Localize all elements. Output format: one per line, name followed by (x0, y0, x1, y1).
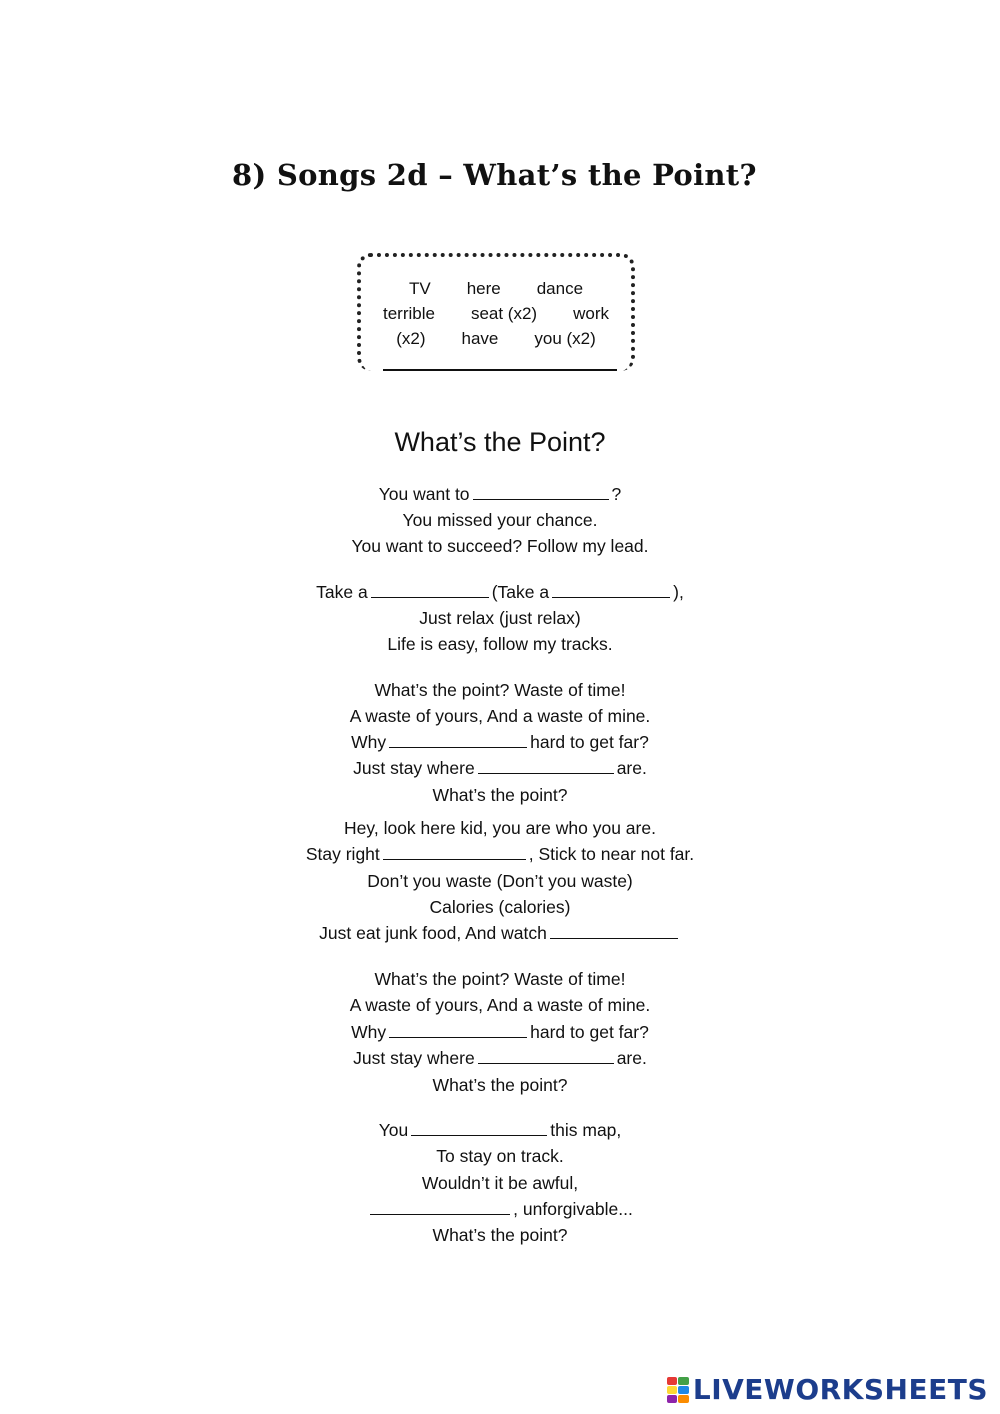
answer-blank[interactable] (389, 732, 527, 748)
lyric-text: ), (673, 582, 684, 602)
lyric-line (0, 1047, 1000, 1069)
lyric-line (0, 1074, 1000, 1096)
word-bank-row (361, 304, 631, 324)
lyric-line (0, 968, 1000, 990)
answer-blank[interactable] (550, 923, 678, 939)
lyric-text: What’s the point? Waste of time! (374, 969, 626, 989)
lyric-text: Calories (calories) (429, 897, 571, 917)
answer-blank[interactable] (389, 1022, 527, 1038)
lyric-line (0, 1172, 1000, 1194)
worksheet-heading: 8) Songs 2d – What’s the Point? (232, 158, 757, 192)
lyric-line (0, 535, 1000, 557)
lyric-text: You want to succeed? Follow my lead. (351, 536, 649, 556)
lyric-line (0, 633, 1000, 655)
lyric-line (0, 757, 1000, 779)
lyric-line (0, 843, 1000, 865)
word-bank-row (361, 279, 631, 299)
answer-blank[interactable] (478, 1048, 614, 1064)
lyric-line (0, 731, 1000, 753)
lyric-text: What’s the point? Waste of time! (374, 680, 626, 700)
lyric-text: Wouldn’t it be awful, (421, 1173, 579, 1193)
lyric-line (0, 817, 1000, 839)
lyric-line (0, 483, 1000, 505)
lyric-line (0, 896, 1000, 918)
lyric-text: What’s the point? (432, 1075, 568, 1095)
lyric-line (0, 1198, 1000, 1220)
lyric-line (0, 581, 1000, 603)
lyric-text: Just eat junk food, And watch (319, 923, 547, 943)
lyric-line (0, 994, 1000, 1016)
lyric-line (0, 1021, 1000, 1043)
lyric-line (0, 1145, 1000, 1167)
lyric-line (0, 607, 1000, 629)
word-bank-box (357, 253, 635, 371)
answer-blank[interactable] (370, 1199, 510, 1215)
lyric-text: are. (616, 758, 647, 778)
lyric-text: Take a (316, 582, 368, 602)
lyric-text: , unforgivable... (513, 1199, 633, 1219)
lyric-text: Don’t you waste (Don’t you waste) (367, 871, 633, 891)
brand-name: LIVEWORKSHEETS (692, 1373, 988, 1406)
lyric-text: hard to get far? (530, 1022, 649, 1042)
word-bank-word: here (466, 279, 501, 298)
lyric-line (0, 1119, 1000, 1141)
answer-blank[interactable] (473, 484, 609, 500)
lyric-line (0, 705, 1000, 727)
lyric-text: To stay on track. (436, 1146, 564, 1166)
word-bank-word: dance (536, 279, 584, 298)
lyric-line (0, 679, 1000, 701)
lyric-text: ? (611, 484, 622, 504)
lyric-text: this map, (550, 1120, 622, 1140)
lyric-text: Why (351, 732, 387, 752)
word-bank-word: seat (x2) (470, 304, 538, 323)
lyric-text: You (378, 1120, 409, 1140)
answer-blank[interactable] (411, 1120, 547, 1136)
lyric-text: A waste of yours, And a waste of mine. (349, 995, 651, 1015)
word-bank-word: have (461, 329, 499, 348)
liveworksheets-logo-icon (667, 1377, 689, 1403)
lyric-text: Stay right (305, 844, 380, 864)
word-bank-bottom-line (383, 369, 617, 371)
lyric-text: What’s the point? (432, 785, 568, 805)
song-title: What’s the Point? (394, 427, 606, 457)
lyric-text: You missed your chance. (402, 510, 598, 530)
lyric-line (0, 509, 1000, 531)
lyric-text: Life is easy, follow my tracks. (387, 634, 613, 654)
lyric-text: What’s the point? (432, 1225, 568, 1245)
word-bank-word: (x2) (396, 329, 426, 348)
lyric-line (0, 922, 1000, 944)
lyric-line (0, 784, 1000, 806)
answer-blank[interactable] (371, 582, 489, 598)
word-bank-row (361, 329, 631, 349)
liveworksheets-brand (667, 1373, 988, 1406)
word-bank-word: terrible (382, 304, 435, 323)
lyric-line (0, 870, 1000, 892)
lyric-text: are. (616, 1048, 647, 1068)
answer-blank[interactable] (383, 844, 526, 860)
word-bank-word: work (573, 304, 609, 323)
lyric-text: You want to (378, 484, 470, 504)
lyric-text: hard to get far? (530, 732, 649, 752)
word-bank-word: TV (408, 279, 431, 298)
lyric-text: (Take a (491, 582, 550, 602)
word-bank-word: you (x2) (534, 329, 596, 348)
lyric-text: Just stay where (353, 1048, 475, 1068)
lyric-line (0, 1224, 1000, 1246)
lyric-text: Hey, look here kid, you are who you are. (344, 818, 656, 838)
lyric-text: Why (351, 1022, 387, 1042)
answer-blank[interactable] (552, 582, 670, 598)
lyric-text: , Stick to near not far. (528, 844, 695, 864)
lyric-text: Just stay where (353, 758, 475, 778)
lyric-text: Just relax (just relax) (419, 608, 581, 628)
answer-blank[interactable] (478, 758, 614, 774)
lyric-text: A waste of yours, And a waste of mine. (349, 706, 651, 726)
